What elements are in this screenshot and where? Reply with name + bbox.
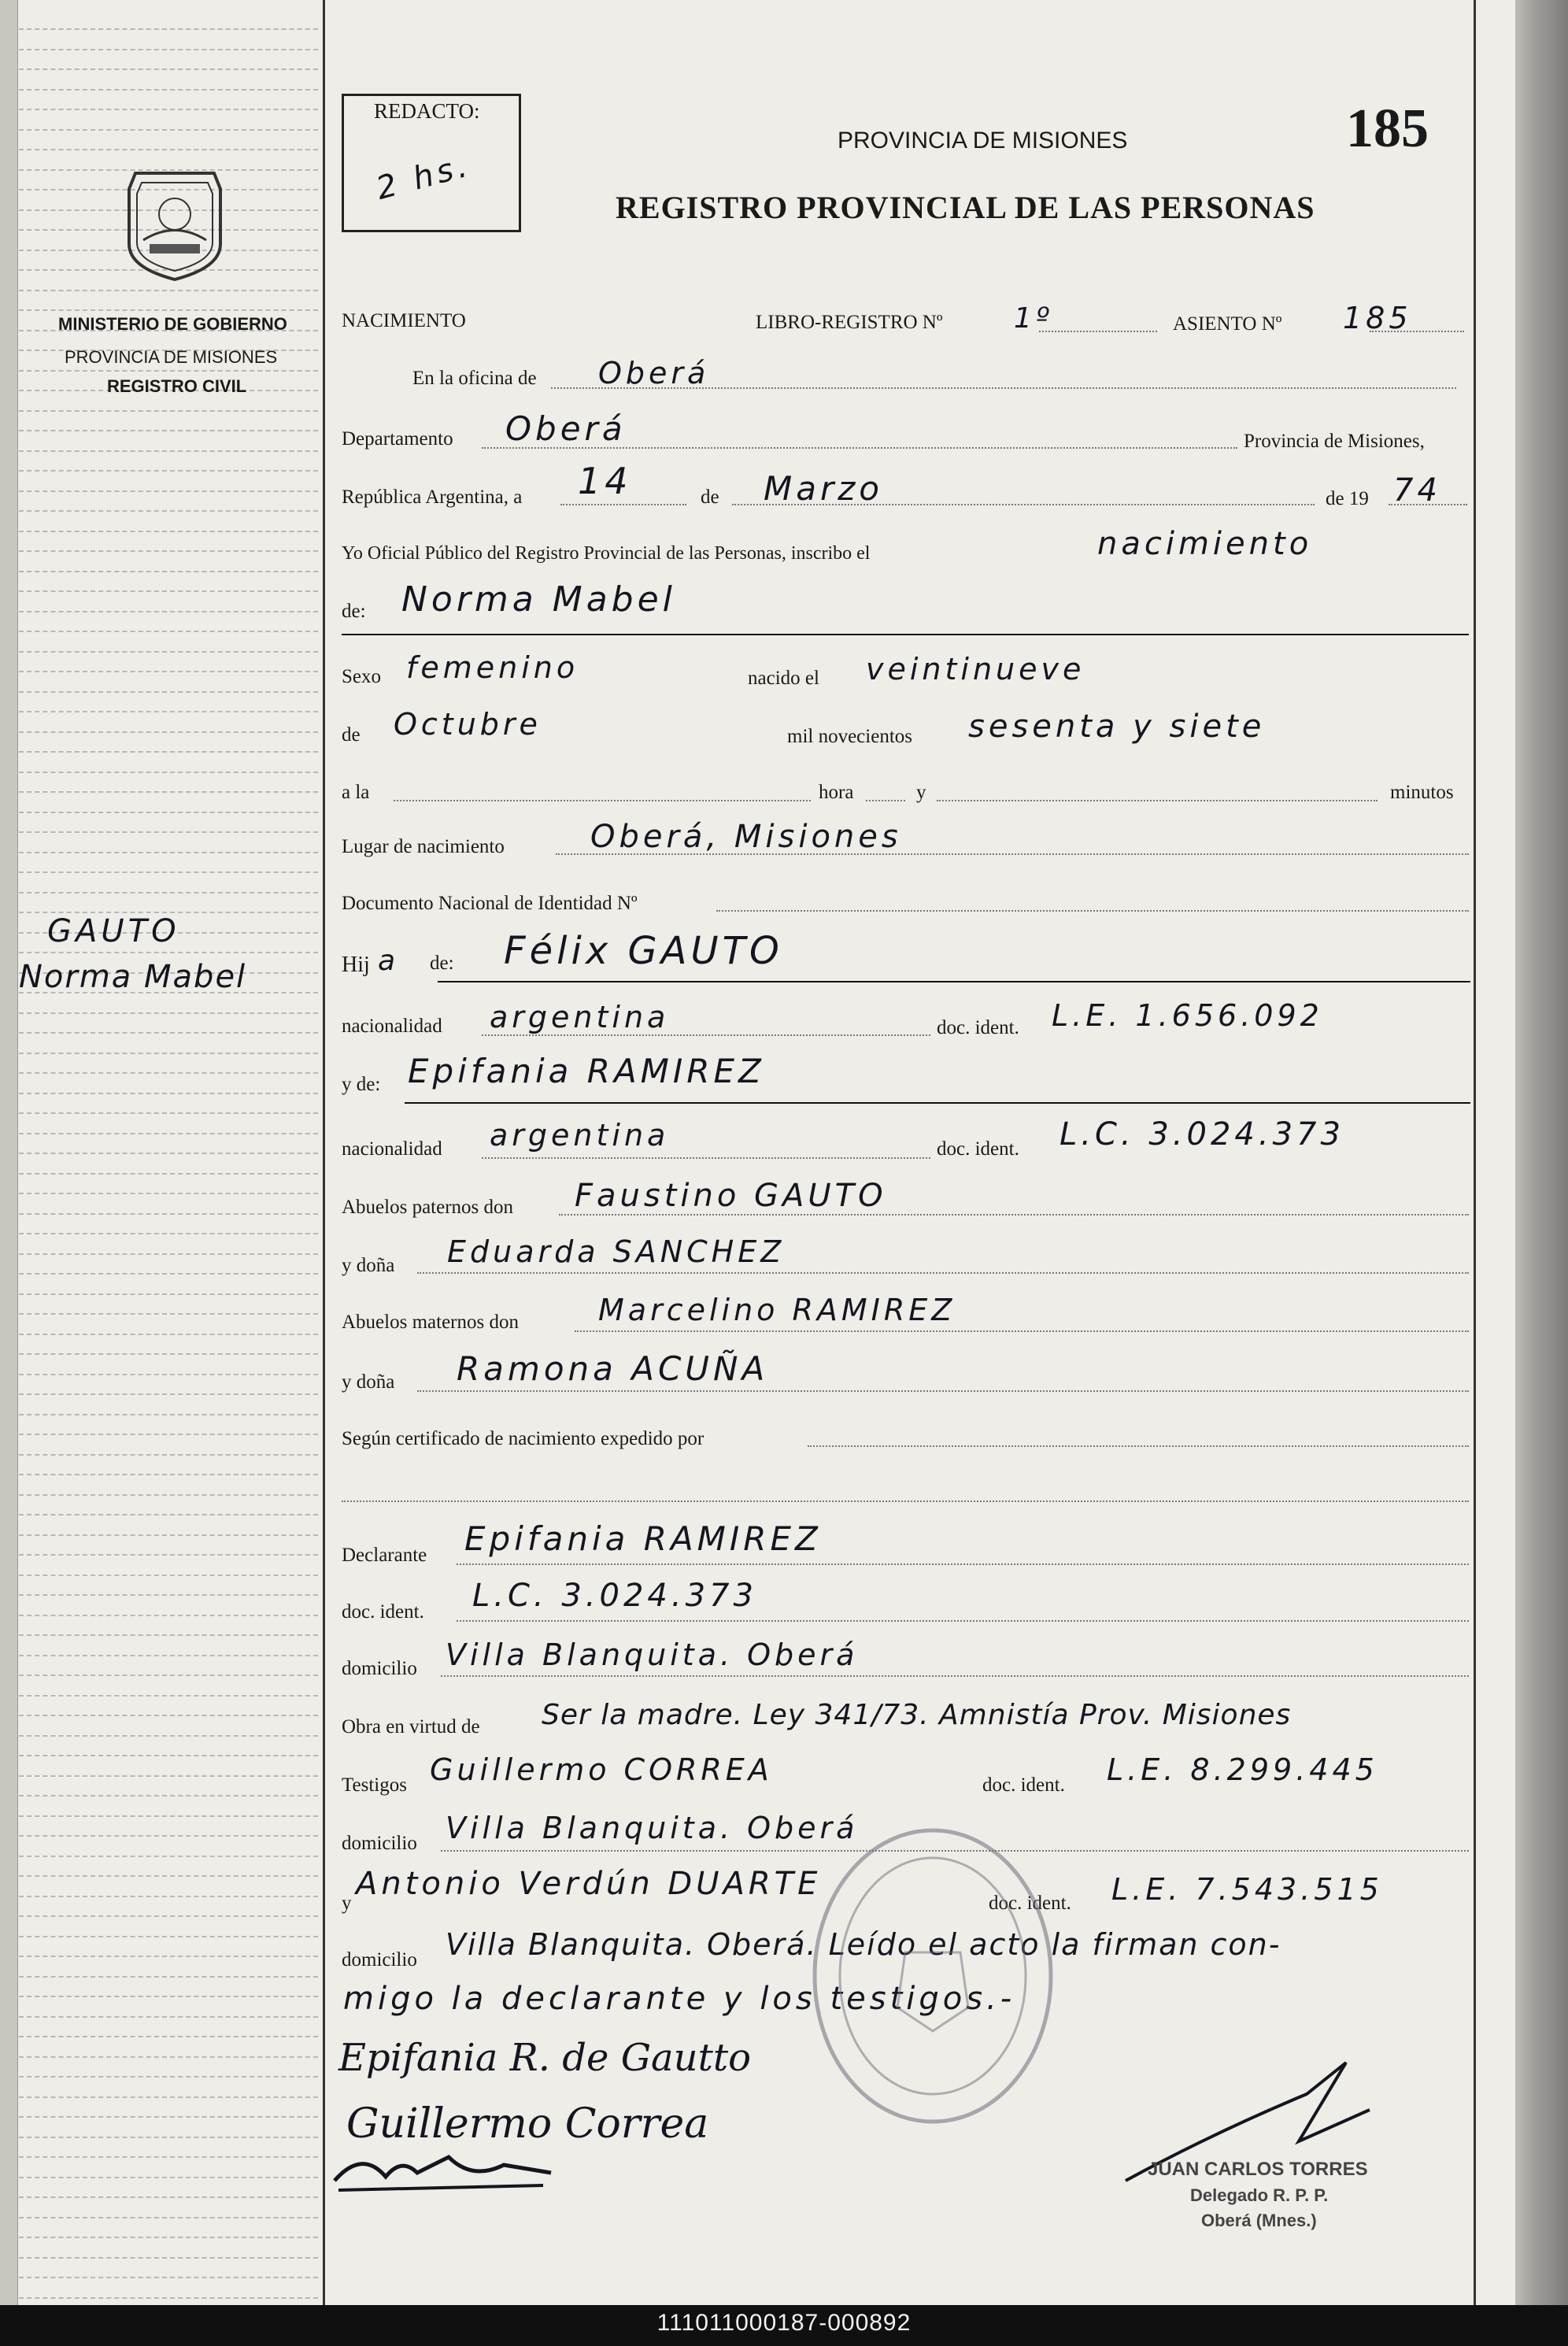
margin-line [19, 109, 318, 110]
signature-declarante: Epifania R. de Gautto [338, 2036, 752, 2080]
margin-line [19, 410, 318, 412]
margin-line [19, 2217, 318, 2218]
scan-barcode-text: 111011000187-000892 [656, 2310, 912, 2336]
margin-line [19, 791, 318, 793]
margin-line [19, 1273, 318, 1275]
hija-suffix: a [378, 945, 400, 977]
provincia-label: Provincia de Misiones, [1244, 431, 1425, 452]
binding-strip [0, 0, 18, 2305]
rule-after-mother [405, 1102, 1470, 1104]
anio-nac-value: sesenta y siete [968, 709, 1266, 745]
margin-line [19, 1494, 318, 1496]
hija-prefix: Hij [342, 953, 370, 977]
margin-line [19, 550, 318, 552]
margin-line [19, 1393, 318, 1395]
margin-line [19, 1634, 318, 1636]
margin-line [19, 510, 318, 512]
margin-line [19, 2137, 318, 2138]
ala-label: a la [342, 782, 370, 803]
declarante-value: Epifania RAMIREZ [464, 1519, 822, 1558]
margin-line [19, 470, 318, 472]
year-value: 74 [1393, 472, 1441, 509]
margin-line [19, 370, 318, 372]
margin-line [19, 290, 318, 291]
margin-line [19, 2056, 318, 2058]
margin-line [19, 731, 318, 733]
margin-line [19, 1795, 318, 1797]
testigo2-domicilio-label: domicilio [342, 1949, 417, 1970]
madre-doc-value: L.C. 3.024.373 [1060, 1116, 1344, 1153]
right-rule [1474, 0, 1476, 2305]
republica-label: República Argentina, a [342, 487, 523, 508]
margin-line [19, 1735, 318, 1737]
acto-value: nacimiento [1097, 526, 1313, 562]
oficina-label: En la oficina de [412, 368, 537, 389]
oficial-text: Yo Oficial Público del Registro Provincial de las Personas, inscribo el [342, 543, 871, 564]
margin-line [19, 1896, 318, 1897]
page-number: 185 [1346, 98, 1429, 159]
rule-after-name [342, 634, 1469, 635]
testigo1-value: Guillermo CORREA [430, 1752, 773, 1787]
padre-value: Félix GAUTO [504, 929, 783, 973]
closing-value: migo la declarante y los testigos.- [343, 1981, 1016, 2017]
margin-line [19, 1012, 318, 1014]
margin-line [19, 651, 318, 653]
margin-line [19, 772, 318, 773]
margin-line [19, 1655, 318, 1656]
margin-line [19, 1755, 318, 1756]
margin-line [19, 1414, 318, 1415]
hora-label: hora [819, 782, 854, 803]
margin-line [19, 1213, 318, 1215]
margin-line [19, 2116, 318, 2118]
margin-line [19, 1554, 318, 1556]
margin-line [19, 1112, 318, 1114]
margin-line [19, 1574, 318, 1576]
margin-line [19, 28, 318, 30]
margin-line [19, 1514, 318, 1515]
margin-line [19, 590, 318, 592]
margin-line [19, 1534, 318, 1536]
margin-line [19, 1334, 318, 1335]
margin-line [19, 1053, 318, 1054]
margin-line [19, 49, 318, 50]
departamento-value: Oberá [505, 409, 627, 448]
margin-line [19, 2196, 318, 2198]
de-label: de [701, 487, 719, 508]
margin-line [19, 2237, 318, 2238]
margin-line [19, 2016, 318, 2018]
margin-line [19, 490, 318, 492]
abmat-label: Abuelos maternos don [342, 1312, 519, 1333]
margin-line [19, 1715, 318, 1716]
margin-line [19, 2257, 318, 2259]
margin-line [19, 1996, 318, 1997]
obra-value: Ser la madre. Ley 341/73. Amnistía Prov. Misiones [542, 1699, 1292, 1731]
margin-line [19, 1674, 318, 1676]
segun-label: Según certificado de nacimiento expedido por [342, 1428, 704, 1449]
margin-line [19, 631, 318, 632]
redacto-label: REDACTO: [374, 99, 480, 123]
margin-line [19, 2297, 318, 2299]
signature-testigo: Guillermo Correa [346, 2100, 709, 2148]
declarante-label: Declarante [342, 1545, 427, 1566]
lugar-label: Lugar de nacimiento [342, 836, 505, 857]
testigo1-docident-label: doc. ident. [982, 1774, 1065, 1796]
nacido-value: veintinueve [866, 652, 1085, 686]
libro-value: 1º [1014, 302, 1053, 335]
margin-line [19, 68, 318, 70]
testigos-label: Testigos [342, 1774, 407, 1796]
margin-line [19, 2076, 318, 2078]
margin-line [19, 1835, 318, 1837]
abpat-label: Abuelos paternos don [342, 1197, 514, 1218]
margin-line [19, 1313, 318, 1315]
margin-line [19, 1153, 318, 1154]
padre-nac-value: argentina [490, 1000, 670, 1034]
margin-rule [323, 0, 325, 2305]
oficina-value: Oberá [598, 356, 710, 390]
margin-line [19, 1875, 318, 1877]
margin-line [19, 1915, 318, 1917]
margin-line [19, 871, 318, 873]
margin-line [19, 1474, 318, 1475]
nacido-label: nacido el [748, 668, 819, 689]
margin-line [19, 1233, 318, 1234]
sidebar-civil: REGISTRO CIVIL [107, 376, 247, 396]
testigo2-dom-value: Villa Blanquita. Oberá. Leído el acto la firman con- [446, 1927, 1281, 1962]
testigo1-domicilio-label: domicilio [342, 1833, 417, 1854]
decl-domicilio-label: domicilio [342, 1658, 417, 1679]
sidebar-surname: GAUTO [47, 913, 180, 949]
margin-line [19, 1032, 318, 1034]
officer-name: JUAN CARLOS TORRES [1148, 2159, 1368, 2180]
margin-line [19, 2156, 318, 2158]
testigo2-value: Antonio Verdún DUARTE [356, 1866, 822, 1902]
officer-place: Oberá (Mnes.) [1201, 2211, 1317, 2230]
de2-label: de: [342, 601, 366, 622]
margin-line [19, 952, 318, 953]
margin-line [19, 450, 318, 452]
sidebar-province: PROVINCIA DE MISIONES [65, 347, 278, 367]
officer-title: Delegado R. P. P. [1190, 2185, 1329, 2205]
abmat-value: Marcelino RAMIREZ [598, 1293, 956, 1327]
sidebar-ministry: MINISTERIO DE GOBIERNO [58, 314, 287, 334]
margin-line [19, 309, 318, 311]
testigo2-docident-label: doc. ident. [989, 1893, 1071, 1914]
header-province: PROVINCIA DE MISIONES [838, 128, 1128, 154]
margin-line [19, 1856, 318, 1857]
sidebar-given-names: Norma Mabel [19, 959, 247, 995]
margin-line [19, 89, 318, 91]
redacto-value: 2 hs. [372, 146, 475, 208]
departamento-label: Departamento [342, 428, 453, 450]
margin-line [19, 2177, 318, 2178]
margin-line [19, 1956, 318, 1957]
padre-nac-label: nacionalidad [342, 1016, 442, 1037]
testigo1-doc-value: L.E. 8.299.445 [1107, 1752, 1378, 1787]
year-prefix: de 19 [1326, 488, 1369, 509]
madre-docident-label: doc. ident. [937, 1138, 1019, 1160]
official-stamp-icon [803, 1819, 1063, 2133]
margin-line [19, 1173, 318, 1175]
abpat2-value: Eduarda SANCHEZ [447, 1234, 786, 1269]
padre-docident-label: doc. ident. [937, 1017, 1019, 1038]
margin-line [19, 1193, 318, 1194]
madre-nac-label: nacionalidad [342, 1138, 442, 1160]
y-label: y [916, 782, 926, 803]
mil-label: mil novecientos [787, 726, 912, 747]
margin-line [19, 1253, 318, 1255]
decl-doc-value: L.C. 3.024.373 [472, 1578, 757, 1614]
testigo1-dom-value: Villa Blanquita. Oberá [446, 1811, 859, 1845]
decl-dom-value: Villa Blanquita. Oberá [446, 1637, 859, 1672]
margin-line [19, 430, 318, 431]
margin-line [19, 812, 318, 813]
margin-line [19, 852, 318, 853]
margin-line [19, 831, 318, 833]
redacto-box [342, 94, 521, 232]
margin-line [19, 711, 318, 712]
margin-line [19, 1936, 318, 1937]
margin-line [19, 611, 318, 612]
hija-de-label: de: [430, 953, 454, 974]
page-edge-shadow [1515, 0, 1568, 2305]
margin-line [19, 1133, 318, 1134]
margin-line [19, 1093, 318, 1094]
margin-line [19, 892, 318, 894]
nacimiento-label: NACIMIENTO [342, 310, 466, 331]
margin-line [19, 129, 318, 131]
margin-line [19, 1976, 318, 1978]
margin-line [19, 1775, 318, 1777]
margin-line [19, 691, 318, 693]
margin-line [19, 2096, 318, 2098]
rule-after-father [438, 981, 1470, 982]
margin-line [19, 531, 318, 532]
sexo-label: Sexo [342, 666, 381, 687]
margin-line [19, 571, 318, 572]
month-value: Marzo [764, 469, 883, 508]
nombre-value: Norma Mabel [401, 579, 676, 620]
abpat-dona-label: y doña [342, 1255, 395, 1276]
margin-line [19, 1434, 318, 1435]
header-registry: REGISTRO PROVINCIAL DE LAS PERSONAS [616, 190, 1315, 225]
asiento-label: ASIENTO Nº [1173, 313, 1282, 335]
margin-line [19, 1454, 318, 1456]
signature-scrawl-icon [331, 2141, 559, 2196]
margin-line [19, 2036, 318, 2037]
abmat2-value: Ramona ACUÑA [457, 1349, 769, 1388]
margin-line [19, 1695, 318, 1697]
margin-line [19, 1815, 318, 1817]
asiento-value: 185 [1343, 301, 1412, 335]
margin-line [19, 149, 318, 150]
margin-line [19, 1072, 318, 1074]
obra-label: Obra en virtud de [342, 1716, 480, 1737]
margin-line [19, 1293, 318, 1295]
margin-line [19, 751, 318, 753]
margin-line [19, 1615, 318, 1616]
madre-nac-value: argentina [490, 1118, 670, 1153]
sexo-value: femenino [406, 650, 579, 685]
dni-label: Documento Nacional de Identidad Nº [342, 893, 638, 914]
libro-label: LIBRO-REGISTRO Nº [756, 312, 943, 333]
lugar-value: Oberá, Misiones [590, 819, 902, 855]
de3-label: de [342, 724, 361, 746]
abmat-dona-label: y doña [342, 1371, 395, 1393]
mes-nac-value: Octubre [394, 707, 542, 742]
day-value: 14 [578, 460, 632, 502]
margin-line [19, 671, 318, 672]
minutos-label: minutos [1390, 782, 1454, 803]
province-seal-icon [120, 165, 230, 283]
y2-label: y [342, 1893, 352, 1914]
margin-line [19, 1353, 318, 1355]
margin-line [19, 1594, 318, 1596]
yde-label: y de: [342, 1074, 381, 1095]
padre-doc-value: L.E. 1.656.092 [1052, 998, 1323, 1033]
testigo2-doc-value: L.E. 7.543.515 [1111, 1872, 1383, 1907]
abpat-value: Faustino GAUTO [575, 1178, 887, 1214]
madre-value: Epifania RAMIREZ [408, 1052, 765, 1090]
margin-line [19, 1374, 318, 1375]
margin-line [19, 2277, 318, 2278]
decl-docident-label: doc. ident. [342, 1601, 424, 1623]
